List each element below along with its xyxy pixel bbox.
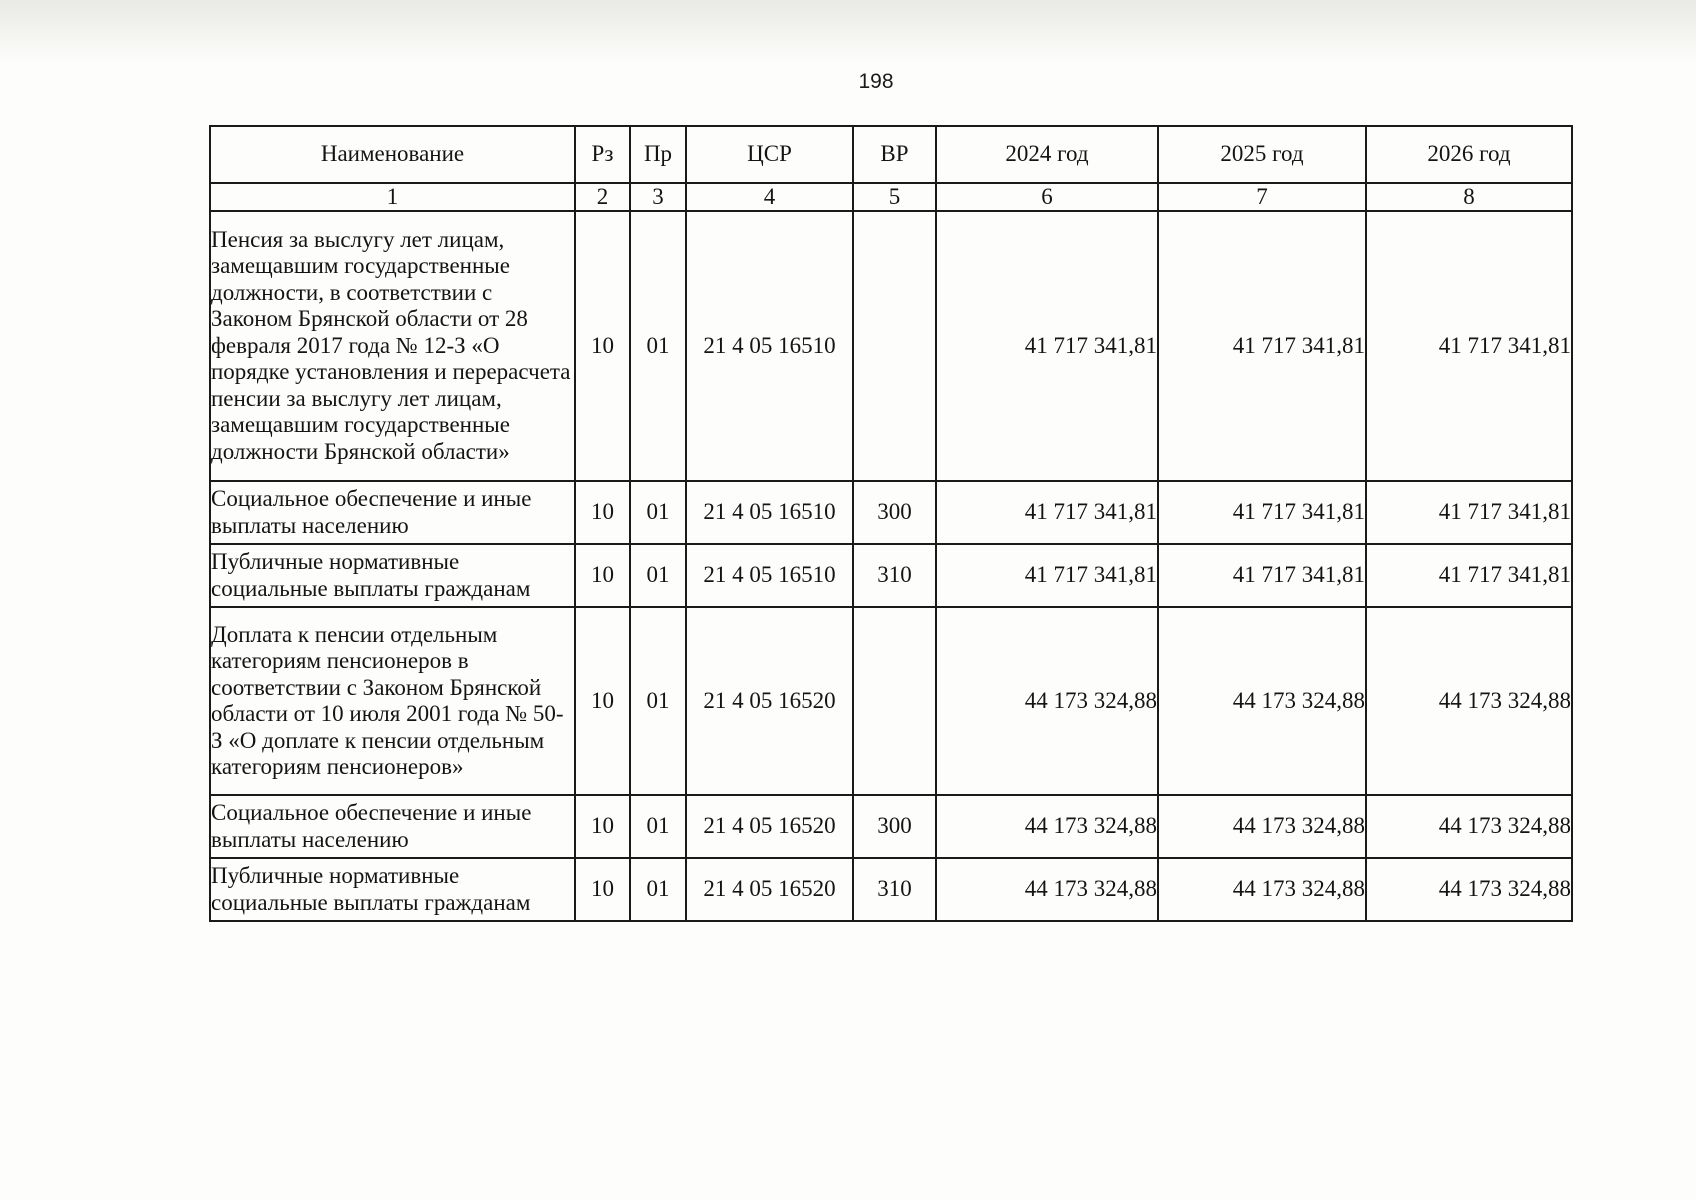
column-number: 6 [936,183,1158,211]
row-amount-2024: 44 173 324,88 [936,858,1158,921]
header-2024: 2024 год [936,126,1158,183]
row-amount-2024: 41 717 341,81 [936,544,1158,607]
row-vr: 310 [853,858,936,921]
row-amount-2025: 41 717 341,81 [1158,481,1366,544]
table-row [210,211,1572,481]
header-name: Наименование [210,126,575,183]
header-csr: ЦСР [686,126,853,183]
budget-table [209,125,1573,922]
row-csr: 21 4 05 16520 [686,795,853,858]
row-csr: 21 4 05 16510 [686,481,853,544]
row-pr: 01 [630,211,686,481]
row-amount-2025: 44 173 324,88 [1158,607,1366,795]
row-csr: 21 4 05 16510 [686,544,853,607]
row-amount-2024: 41 717 341,81 [936,211,1158,481]
row-amount-2024: 41 717 341,81 [936,481,1158,544]
row-amount-2024: 44 173 324,88 [936,607,1158,795]
row-rz: 10 [575,481,630,544]
header-row [210,126,1572,183]
row-pr: 01 [630,607,686,795]
row-vr: 310 [853,544,936,607]
column-number: 7 [1158,183,1366,211]
row-amount-2025: 44 173 324,88 [1158,858,1366,921]
column-number: 3 [630,183,686,211]
row-amount-2024: 44 173 324,88 [936,795,1158,858]
row-amount-2025: 41 717 341,81 [1158,211,1366,481]
row-amount-2025: 44 173 324,88 [1158,795,1366,858]
row-pr: 01 [630,544,686,607]
table-row [210,481,1572,544]
row-rz: 10 [575,211,630,481]
row-rz: 10 [575,858,630,921]
row-name: Доплата к пенсии отдельным категориям пенсионеров в соответствии с Законом Брянской области от 10 июля 2001 года № 50-З «О доплате к пенсии отдельным категориям пенсионеров» [210,607,575,795]
column-number: 2 [575,183,630,211]
row-csr: 21 4 05 16520 [686,858,853,921]
row-rz: 10 [575,607,630,795]
row-pr: 01 [630,858,686,921]
row-name: Социальное обеспечение и иные выплаты населению [210,795,575,858]
row-vr: 300 [853,481,936,544]
header-2026: 2026 год [1366,126,1572,183]
row-amount-2026: 41 717 341,81 [1366,544,1572,607]
row-vr [853,211,936,481]
header-pr: Пр [630,126,686,183]
page-number: 198 [858,70,894,93]
table-row [210,858,1572,921]
row-pr: 01 [630,481,686,544]
header-vr: ВР [853,126,936,183]
row-vr [853,607,936,795]
table-row [210,607,1572,795]
row-amount-2026: 44 173 324,88 [1366,607,1572,795]
table-row [210,795,1572,858]
row-vr: 300 [853,795,936,858]
header-rz: Рз [575,126,630,183]
row-amount-2026: 41 717 341,81 [1366,481,1572,544]
row-amount-2026: 44 173 324,88 [1366,795,1572,858]
row-amount-2025: 41 717 341,81 [1158,544,1366,607]
row-pr: 01 [630,795,686,858]
row-rz: 10 [575,544,630,607]
column-number: 4 [686,183,853,211]
row-rz: 10 [575,795,630,858]
row-name: Публичные нормативные социальные выплаты гражданам [210,858,575,921]
column-number: 8 [1366,183,1572,211]
row-name: Пенсия за выслугу лет лицам, замещавшим государственные должности, в соответствии с Законом Брянской области от 28 февраля 2017 года № 12-З «О порядке установления и перерасчета пенсии за выслугу лет лицам, замещавшим государственные должности Брянской области» [210,211,575,481]
column-number: 5 [853,183,936,211]
table-row [210,544,1572,607]
row-amount-2026: 41 717 341,81 [1366,211,1572,481]
header-2025: 2025 год [1158,126,1366,183]
row-name: Социальное обеспечение и иные выплаты населению [210,481,575,544]
row-amount-2026: 44 173 324,88 [1366,858,1572,921]
column-number-row [210,183,1572,211]
row-name: Публичные нормативные социальные выплаты гражданам [210,544,575,607]
column-number: 1 [210,183,575,211]
row-csr: 21 4 05 16520 [686,607,853,795]
scan-edge-shading [0,0,1696,64]
row-csr: 21 4 05 16510 [686,211,853,481]
